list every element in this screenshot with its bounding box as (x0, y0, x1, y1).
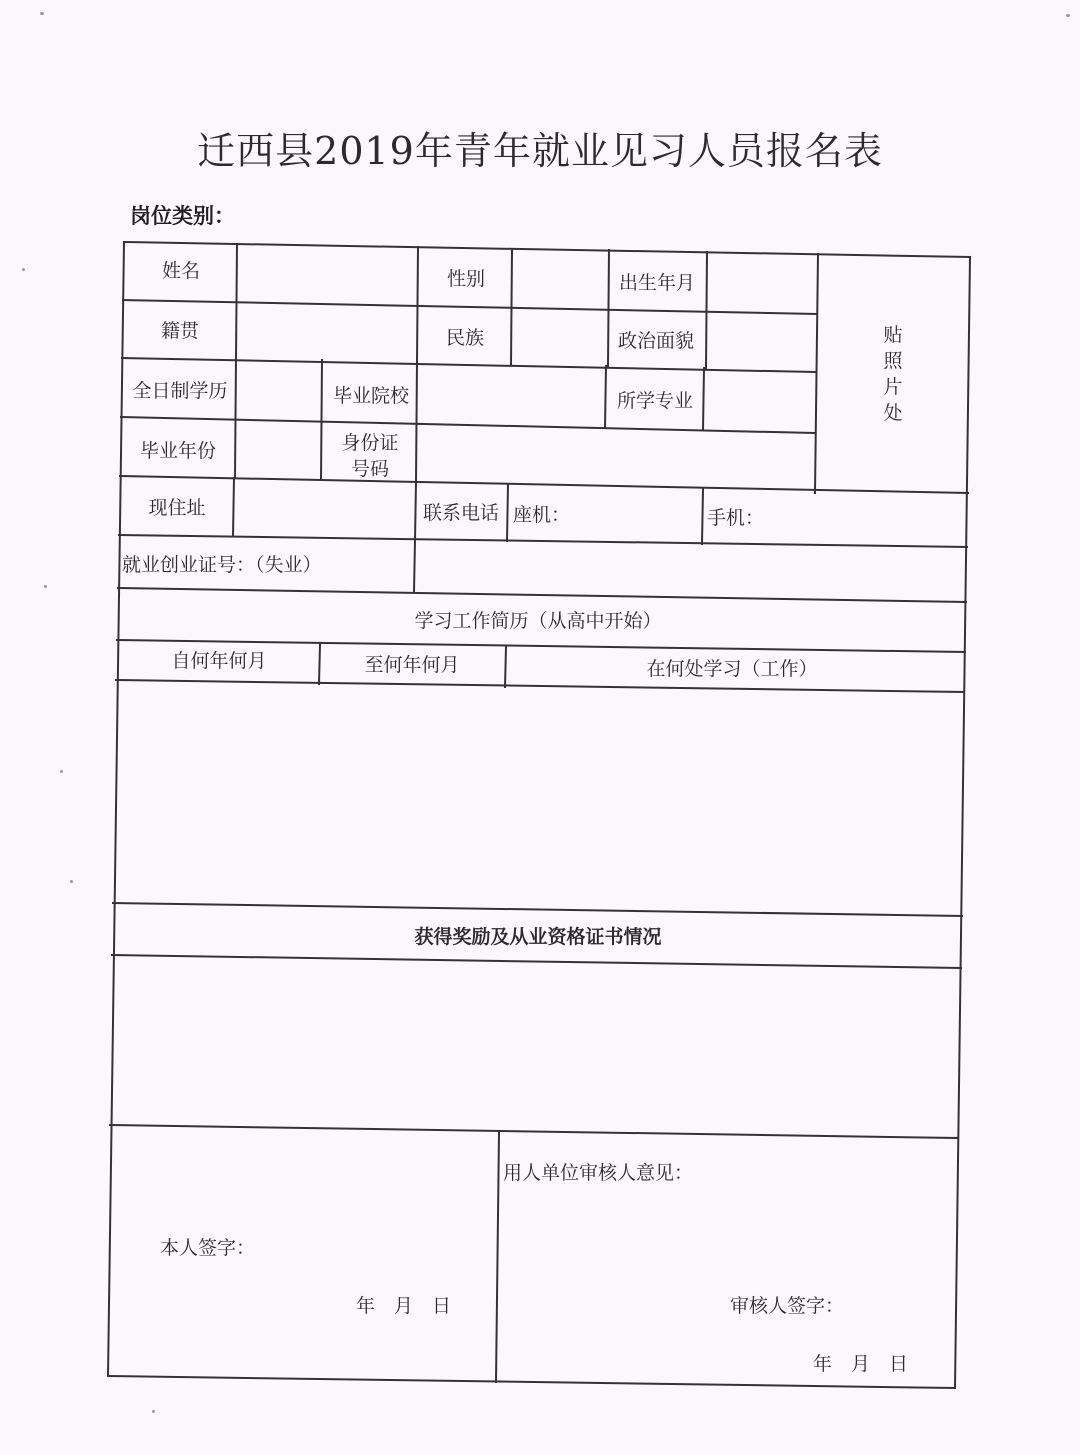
resume-col-where: 在何处学习（工作） (646, 658, 818, 680)
address-label: 现住址 (148, 497, 206, 519)
name-label: 姓名 (161, 260, 201, 282)
resume-header: 学习工作简历（从高中开始） (414, 610, 662, 632)
ethnicity-label: 民族 (445, 327, 485, 349)
major-label: 所学专业 (616, 390, 694, 412)
self-sign-label: 本人签字： (160, 1237, 256, 1259)
political-status-label: 政治面貌 (617, 330, 695, 352)
grad-year-label: 毕业年份 (139, 440, 217, 462)
scan-speck (22, 268, 25, 271)
reviewer-sign-label: 审核人签字： (730, 1295, 845, 1317)
school-label: 毕业院校 (332, 385, 410, 407)
employer-opinion-label: 用人单位审核人意见： (503, 1162, 694, 1184)
mobile-label: 手机： (707, 507, 765, 529)
scan-speck (40, 12, 44, 15)
form-title: 迁西县2019年青年就业见习人员报名表 (197, 129, 883, 173)
phone-label: 联系电话 (422, 502, 500, 524)
id-number-label: 身份证 号码 (341, 432, 399, 480)
reviewer-date-label: 年 月 日 (813, 1353, 909, 1375)
birth-label: 出生年月 (618, 272, 696, 294)
scan-speck (44, 585, 47, 588)
employment-cert-label: 就业创业证号：（失业） (122, 554, 322, 576)
awards-header: 获得奖励及从业资格证书情况 (414, 926, 662, 948)
scan-speck (1066, 14, 1070, 17)
education-label: 全日制学历 (132, 380, 228, 402)
scan-speck (60, 770, 63, 773)
gender-label: 性别 (446, 268, 486, 290)
resume-col-from: 自何年何月 (171, 650, 267, 672)
scan-speck (70, 880, 73, 883)
scan-speck (152, 1410, 155, 1413)
photo-placeholder-label: 贴照片处 (883, 324, 903, 424)
self-date-label: 年 月 日 (356, 1295, 452, 1317)
resume-col-to: 至何年何月 (364, 654, 460, 676)
native-place-label: 籍贯 (160, 320, 200, 342)
post-category-label: 岗位类别： (130, 203, 235, 228)
landline-label: 座机： (513, 504, 571, 526)
